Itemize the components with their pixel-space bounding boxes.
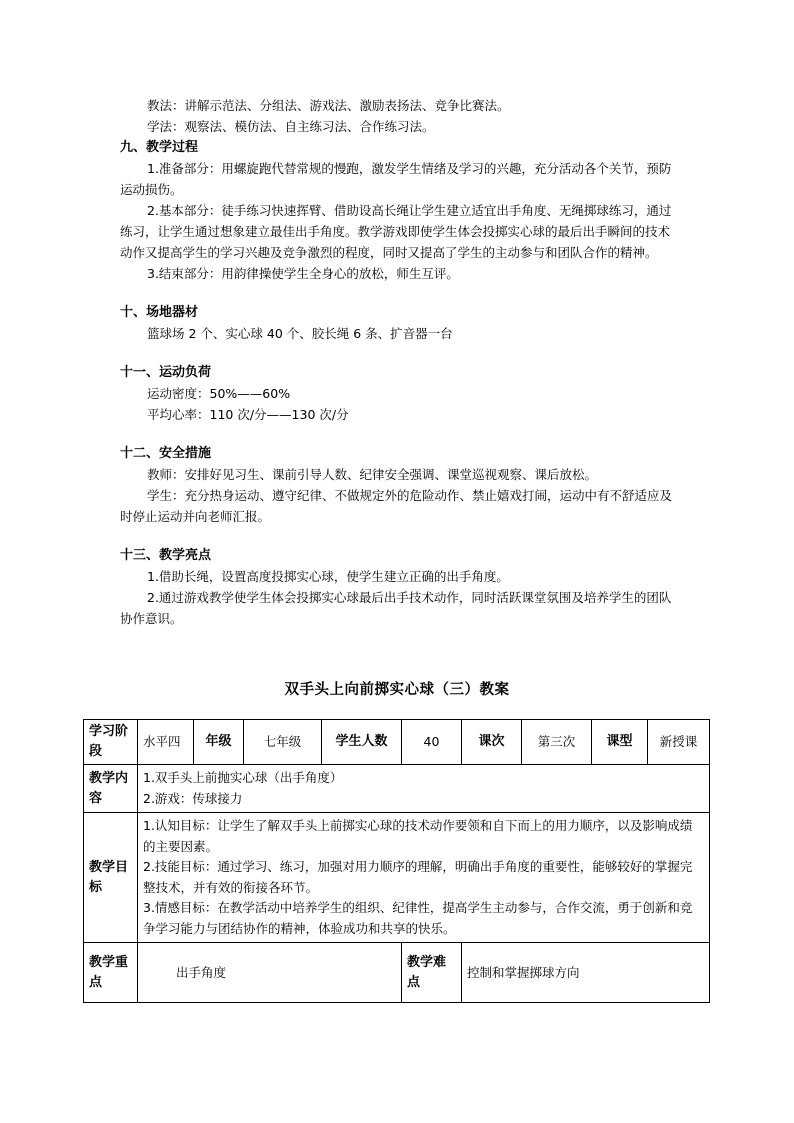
safety-heading: 十二、安全措施 xyxy=(120,446,212,461)
venue-text: 篮球场 2 个、实心球 40 个、胶长绳 6 条、扩音器一台 xyxy=(147,326,453,341)
process-basic: 2.基本部分：徒手练习快速挥臂、借助设高长绳让学生建立适宜出手角度、无绳掷球练习，通过练习，让学生通过想象建立最佳出手角度。教学游戏即使学生体会投掷实心球的最后出手瞬间的技术动作又提高学生的学习兴趣及竞争激烈的程度，同时又提高了学生的主动参与和团队合作的精神。 xyxy=(120,203,672,260)
content-cell xyxy=(138,765,710,813)
process-closing: 3.结束部分：用韵律操使学生全身心的放松，师生互评。 xyxy=(147,266,459,281)
table-row xyxy=(84,765,710,813)
grade-label: 年级 xyxy=(194,720,244,765)
objectives-label: 教学目标 xyxy=(84,813,138,943)
table-row xyxy=(84,943,710,1003)
objective-affective: 3.情感目标：在教学活动中培养学生的组织、纪律性，提高学生主动参与，合作交流，勇于创新和竞争学习能力与团结协作的精神，体验成功和共享的快乐。 xyxy=(143,900,693,936)
table-row xyxy=(84,720,710,765)
process-heading: 九、教学过程 xyxy=(120,140,199,155)
objective-cognitive: 1.认知目标：让学生了解双手头上前掷实心球的技术动作要领和自下而上的用力顺序，以及影响成绩的主要因素。 xyxy=(143,818,693,854)
learning-methods: 学法：观察法、模仿法、自主练习法、合作练习法。 xyxy=(147,119,435,134)
focus-label: 教学重点 xyxy=(84,943,138,1003)
stage-label: 学习阶段 xyxy=(84,720,138,765)
load-heart-rate: 平均心率：110 次/分——130 次/分 xyxy=(147,407,349,422)
grade-value: 七年级 xyxy=(244,720,322,765)
stage-value: 水平四 xyxy=(138,720,194,765)
students-label: 学生人数 xyxy=(322,720,402,765)
lesson-no-label: 课次 xyxy=(462,720,522,765)
process-prep: 1.准备部分：用螺旋跑代替常规的慢跑，激发学生情绪及学习的兴趣，充分活动各个关节，预防运动损伤。 xyxy=(120,161,672,197)
difficulty-label: 教学难点 xyxy=(402,943,462,1003)
load-density: 运动密度：50%——60% xyxy=(147,386,291,401)
content-line-1: 1.双手头上前抛实心球（出手角度） xyxy=(143,770,343,785)
safety-teacher: 教师：安排好见习生、课前引导人数、纪律安全强调、课堂巡视观察、课后放松。 xyxy=(147,467,598,482)
content-line-2: 2.游戏：传球接力 xyxy=(143,790,243,806)
teaching-methods: 教法：讲解示范法、分组法、游戏法、激励表扬法、竞争比赛法。 xyxy=(147,98,510,113)
doc-title: 双手头上向前掷实心球（三）教案 xyxy=(284,682,510,698)
students-value: 40 xyxy=(402,720,462,765)
lesson-no-value: 第三次 xyxy=(522,720,592,765)
safety-student: 学生：充分热身运动、遵守纪律、不做规定外的危险动作、禁止嬉戏打闹，运动中有不舒适应及时停止运动并向老师汇报。 xyxy=(120,488,673,524)
type-label: 课型 xyxy=(592,720,648,765)
venue-heading: 十、场地器材 xyxy=(120,305,199,320)
objective-skill: 2.技能目标：通过学习、练习，加强对用力顺序的理解，明确出手角度的重要性，能够较好的掌握完整技术，并有效的衔接各环节。 xyxy=(143,859,693,895)
highlights-heading: 十三、教学亮点 xyxy=(120,548,212,563)
lesson-plan-table xyxy=(83,719,710,1003)
focus-value: 出手角度 xyxy=(138,943,402,1003)
type-value: 新授课 xyxy=(648,720,710,765)
content-label: 教学内容 xyxy=(84,765,138,813)
objectives-cell xyxy=(138,813,710,943)
highlight-2: 2.通过游戏教学使学生体会投掷实心球最后出手技术动作，同时活跃课堂氛围及培养学生的团队协作意识。 xyxy=(120,590,672,626)
highlight-1: 1.借助长绳，设置高度投掷实心球，使学生建立正确的出手角度。 xyxy=(147,569,509,584)
table-row xyxy=(84,813,710,943)
load-heading: 十一、运动负荷 xyxy=(120,365,212,380)
lesson-plan-body xyxy=(120,95,682,629)
difficulty-value: 控制和掌握掷球方向 xyxy=(462,943,710,1003)
